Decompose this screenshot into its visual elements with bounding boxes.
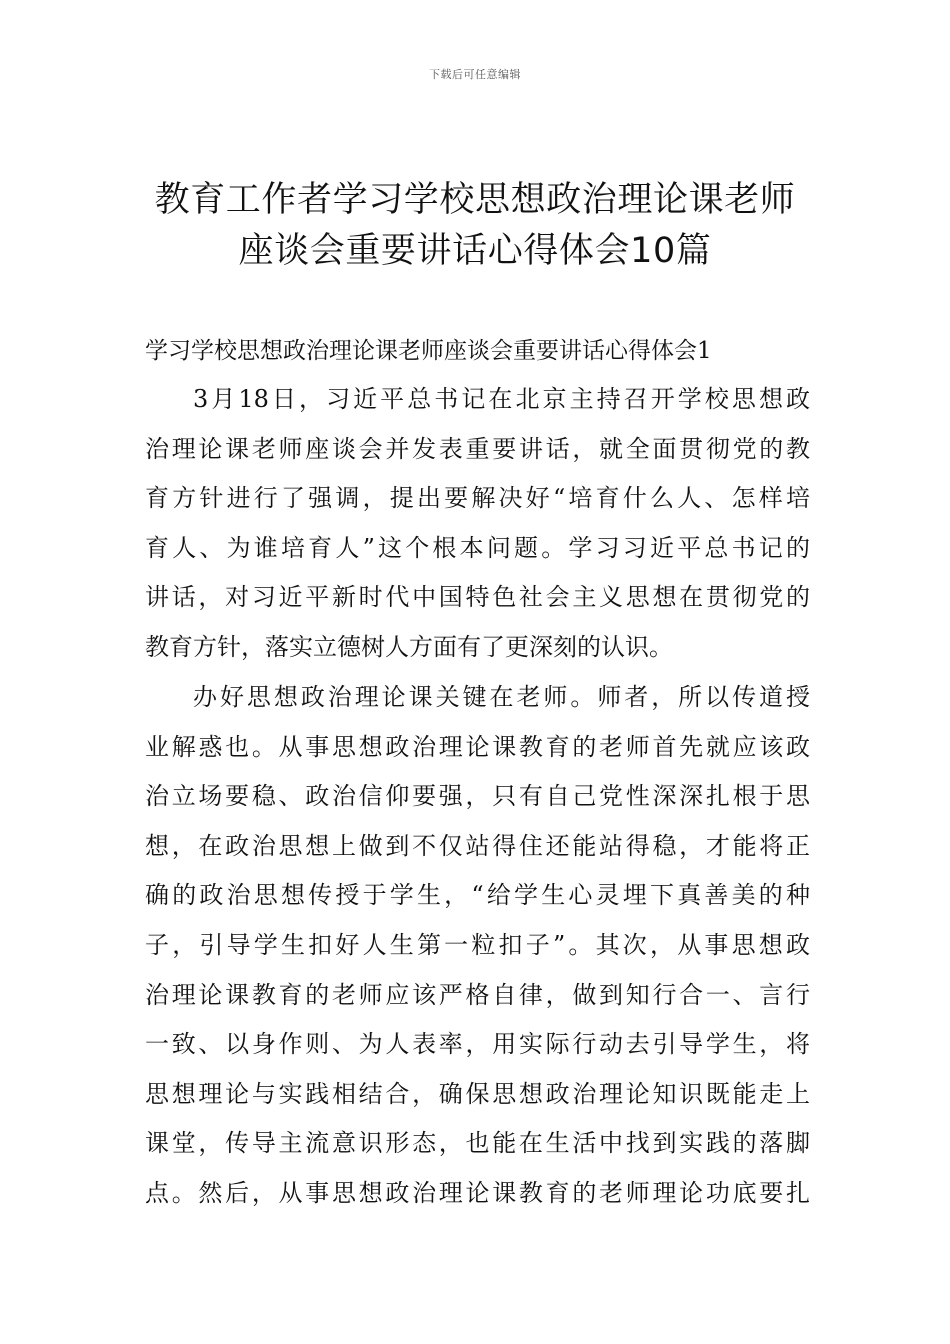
paragraph-1 <box>145 375 810 673</box>
paragraph-2 <box>145 673 810 1219</box>
paragraph-line: 讲话，对习近平新时代中国特色社会主义思想在贯彻党的 <box>145 583 810 612</box>
header-note: 下载后可任意编辑 <box>429 68 521 81</box>
paragraph-line: 确的政治思想传授于学生，“给学生心灵埋下真善美的种 <box>145 881 810 910</box>
section-heading: 学习学校思想政治理论课老师座谈会重要讲话心得体会1 <box>145 338 712 364</box>
paragraph-line: 课堂，传导主流意识形态，也能在生活中找到实践的落脚 <box>145 1129 810 1158</box>
title-line: 座谈会重要讲话心得体会10篇 <box>238 231 712 271</box>
paragraph-line: 点。然后，从事思想政治理论课教育的老师理论功底要扎 <box>145 1178 810 1207</box>
paragraph-line: 治立场要稳、政治信仰要强，只有自己党性深深扎根于思 <box>145 782 810 811</box>
paragraph-line: 治理论课教育的老师应该严格自律，做到知行合一、言行 <box>145 980 810 1009</box>
paragraph-line: 治理论课老师座谈会并发表重要讲话，就全面贯彻党的教 <box>145 434 810 463</box>
paragraph-line: 育方针进行了强调，提出要解决好“培育什么人、怎样培 <box>145 484 810 513</box>
paragraph-line: 思想理论与实践相结合，确保思想政治理论知识既能走上 <box>145 1079 810 1108</box>
paragraph-line: 教育方针，落实立德树人方面有了更深刻的认识。 <box>145 632 673 661</box>
paragraph-line: 想，在政治思想上做到不仅站得住还能站得稳，才能将正 <box>145 831 810 860</box>
paragraph-line: 业解惑也。从事思想政治理论课教育的老师首先就应该政 <box>145 732 810 761</box>
paragraph-line: 一致、以身作则、为人表率，用实际行动去引导学生，将 <box>145 1030 810 1059</box>
paragraph-line: 子，引导学生扣好人生第一粒扣子”。其次，从事思想政 <box>145 930 810 959</box>
paragraph-line: 3月18日，习近平总书记在北京主持召开学校思想政 <box>193 385 810 413</box>
title-line: 教育工作者学习学校思想政治理论课老师 <box>154 180 796 220</box>
paragraph-line: 办好思想政治理论课关键在老师。师者，所以传道授 <box>193 683 810 711</box>
document-title <box>80 175 870 277</box>
paragraph-line: 育人、为谁培育人”这个根本问题。学习习近平总书记的 <box>145 533 810 562</box>
